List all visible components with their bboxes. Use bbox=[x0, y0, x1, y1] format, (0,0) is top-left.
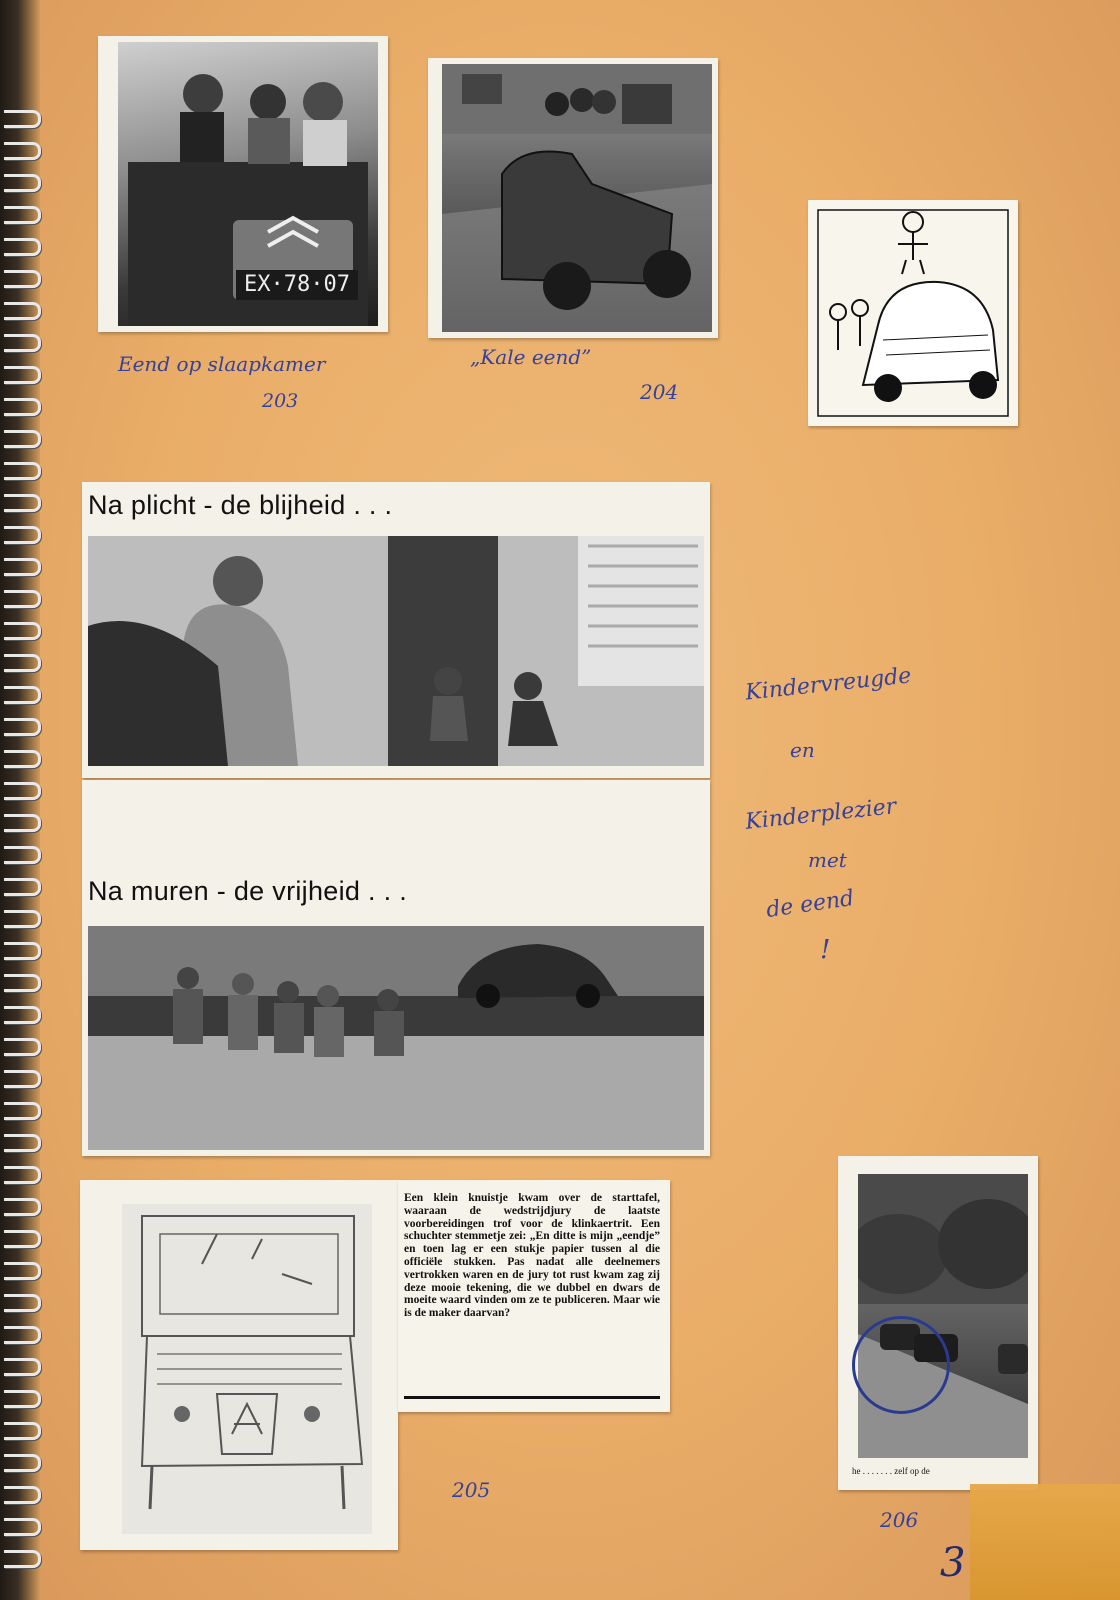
binding-ring bbox=[4, 206, 41, 224]
ink-circle-highlight bbox=[852, 1316, 950, 1414]
corner-tape bbox=[970, 1484, 1120, 1600]
binding-ring bbox=[4, 1550, 41, 1568]
number-206: 206 bbox=[880, 1508, 919, 1532]
binding-ring bbox=[4, 302, 41, 320]
binding-ring bbox=[4, 1134, 41, 1152]
house-scene-illustration bbox=[88, 536, 704, 766]
cartoon-kids-on-car bbox=[808, 200, 1018, 426]
note-line-2: en bbox=[790, 738, 815, 762]
page-number: 3 bbox=[940, 1540, 966, 1586]
photo-206-mount bbox=[838, 1156, 1038, 1490]
binding-ring bbox=[4, 974, 41, 992]
binding-ring bbox=[4, 238, 41, 256]
binding-ring bbox=[4, 526, 41, 544]
number-204: 204 bbox=[640, 380, 679, 404]
note-line-4: met bbox=[808, 848, 847, 872]
note-line-5: de eend bbox=[764, 885, 856, 924]
binding-ring bbox=[4, 1198, 41, 1216]
binding-ring bbox=[4, 398, 41, 416]
binding-ring bbox=[4, 174, 41, 192]
child-drawing-clipping bbox=[80, 1180, 398, 1550]
binding-ring bbox=[4, 718, 41, 736]
caption-204: „Kale eend” bbox=[470, 345, 592, 369]
note-line-3: Kinderplezier bbox=[744, 794, 898, 835]
article-clipping bbox=[398, 1180, 670, 1412]
newspaper-clipping-2 bbox=[82, 780, 710, 1156]
photo-children-pulling-car bbox=[88, 926, 704, 1150]
binding-ring bbox=[4, 1070, 41, 1088]
photo-road-traffic bbox=[858, 1174, 1028, 1458]
binding-ring bbox=[4, 1422, 41, 1440]
stripped-car-illustration bbox=[442, 64, 712, 332]
binding-ring bbox=[4, 366, 41, 384]
headline-1: Na plicht - de blijheid . . . bbox=[88, 490, 393, 520]
binding-ring bbox=[4, 142, 41, 160]
cartoon-clipping bbox=[808, 200, 1018, 426]
binding-ring bbox=[4, 1390, 41, 1408]
binding-ring bbox=[4, 1294, 41, 1312]
binding-ring bbox=[4, 590, 41, 608]
binding-ring bbox=[4, 1486, 41, 1504]
binding-ring bbox=[4, 910, 41, 928]
newspaper-clipping-1 bbox=[82, 482, 710, 778]
binding-ring bbox=[4, 1326, 41, 1344]
binding-ring bbox=[4, 430, 41, 448]
child-drawing bbox=[122, 1204, 372, 1534]
number-205: 205 bbox=[452, 1478, 491, 1502]
binding-ring bbox=[4, 814, 41, 832]
binding-ring bbox=[4, 1262, 41, 1280]
pencil-car-drawing bbox=[122, 1204, 372, 1534]
binding-ring bbox=[4, 1358, 41, 1376]
photo-203-mount bbox=[98, 36, 388, 332]
article-rule bbox=[404, 1396, 660, 1399]
binding-ring bbox=[4, 750, 41, 768]
binding-ring bbox=[4, 1102, 41, 1120]
binding-ring bbox=[4, 942, 41, 960]
binding-ring bbox=[4, 1166, 41, 1184]
photo-car-in-bedroom bbox=[118, 42, 378, 326]
binding-ring bbox=[4, 846, 41, 864]
binding-ring bbox=[4, 686, 41, 704]
binding-ring bbox=[4, 462, 41, 480]
binding-ring bbox=[4, 1230, 41, 1248]
ice-scene-illustration bbox=[88, 926, 704, 1150]
article-text: Een klein knuistje kwam over de starttafel, waaraan de wedstrijdjury de laatste voorbereidingen trof voor de klinkaertrit. Een schuchter stemmetje zei: „En ditte is mijn „eendje” en toen lag er een stukje papier tussen al die officiële stukken. Pas nadat alle deelnemers vertrokken waren en de jury tot rust kwam zag zij deze mooie tekening, die we dubbel en dwars de moeite waard vinden om ze te publiceren. Maar wie is de maker daarvan? bbox=[404, 1192, 660, 1320]
binding-ring bbox=[4, 878, 41, 896]
binding-ring bbox=[4, 654, 41, 672]
binding-ring bbox=[4, 622, 41, 640]
photo-204-mount bbox=[428, 58, 718, 338]
number-203: 203 bbox=[262, 390, 299, 412]
binding-ring bbox=[4, 1518, 41, 1536]
binding-ring bbox=[4, 270, 41, 288]
note-line-6: ! bbox=[820, 935, 831, 965]
binding-ring bbox=[4, 1454, 41, 1472]
binding-ring bbox=[4, 782, 41, 800]
photo-mother-and-children bbox=[88, 536, 704, 766]
binding-ring bbox=[4, 558, 41, 576]
binding-ring bbox=[4, 110, 41, 128]
binding-ring bbox=[4, 1006, 41, 1024]
binding-ring bbox=[4, 334, 41, 352]
note-line-1: Kindervreugde bbox=[744, 663, 913, 706]
caption-203: Eend op slaapkamer bbox=[118, 352, 326, 376]
binding-ring bbox=[4, 1038, 41, 1056]
license-plate: EX·78·07 bbox=[236, 270, 358, 300]
road-scene-illustration bbox=[858, 1174, 1028, 1458]
caption-fragment: he . . . . . . . zelf op de bbox=[852, 1466, 930, 1476]
binding-ring bbox=[4, 494, 41, 512]
headline-2: Na muren - de vrijheid . . . bbox=[88, 876, 408, 906]
photo-kale-eend bbox=[442, 64, 712, 332]
